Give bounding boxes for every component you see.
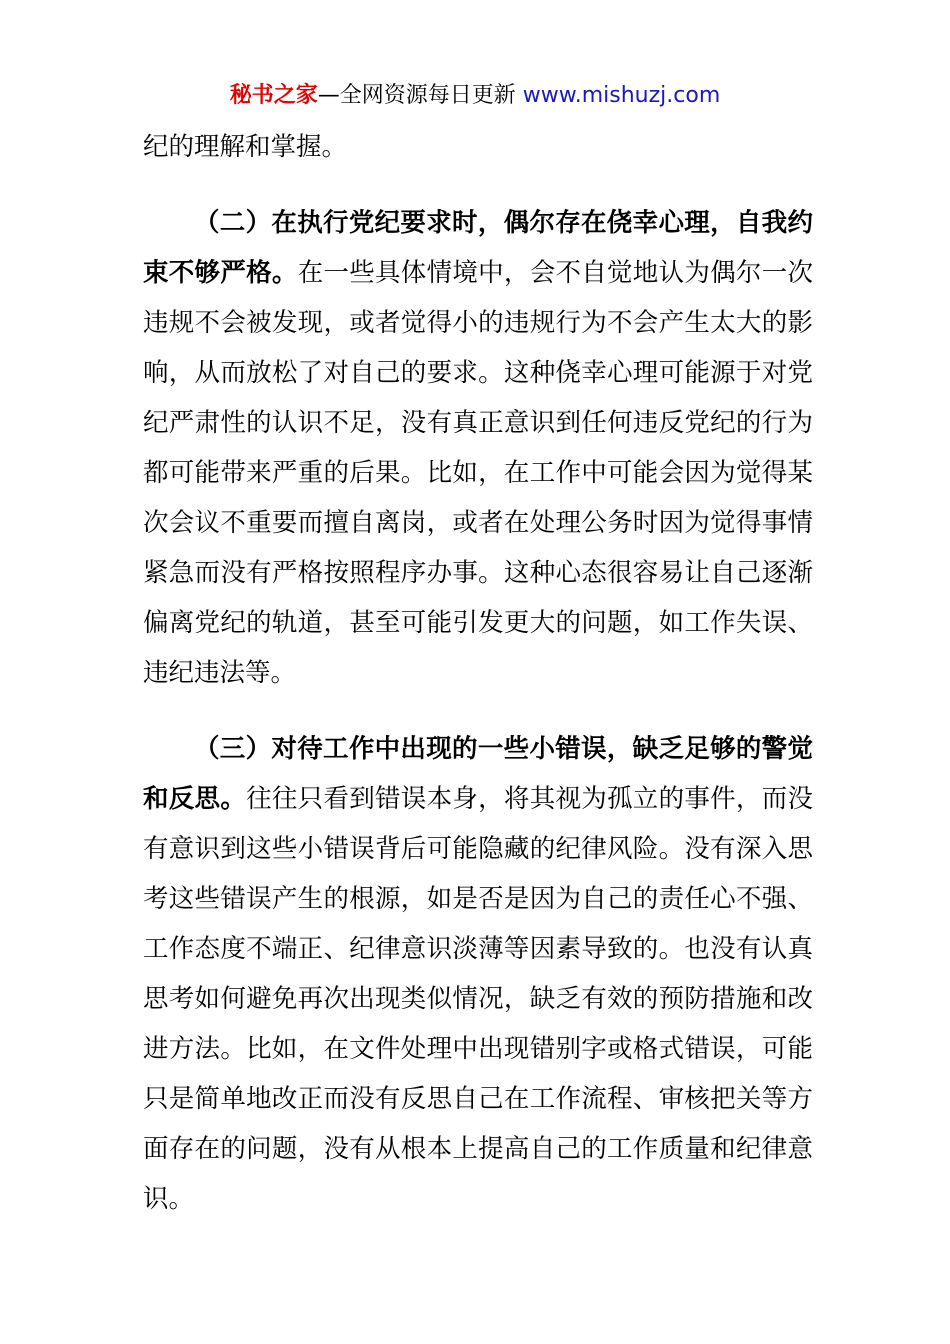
section-2-heading: （二）在执行党纪要求时，偶尔存在侥幸心理，自我约束不够严格。 [143, 208, 813, 288]
brand-name: 秘书之家 [229, 83, 318, 108]
paragraph-section-3 [143, 724, 813, 1224]
paragraph-spacer [143, 172, 813, 198]
document-body [143, 122, 813, 1224]
section-3-body: 往往只看到错误本身，将其视为孤立的事件，而没有意识到这些小错误背后可能隐藏的纪律风险。没有深入思考这些错误产生的根源，如是否是因为自己的责任心不强、工作态度不端正、纪律意识淡薄等因素导致的。也没有认真思考如何避免再次出现类似情况，缺乏有效的预防措施和改进方法。比如，在文件处理中出现错别字或格式错误，可能只是简单地改正而没有反思自己在工作流程、审核把关等方面存在的问题，没有从根本上提高自己的工作质量和纪律意识。 [143, 784, 813, 1214]
header-tagline: —全网资源每日更新 [317, 83, 523, 108]
paragraph-spacer [143, 698, 813, 724]
site-header [0, 80, 950, 112]
continuation-text: 纪的理解和掌握。 [143, 132, 348, 162]
section-3-heading: （三）对待工作中出现的一些小错误，缺乏足够的警觉和反思。 [143, 734, 813, 814]
paragraph-section-2 [143, 198, 813, 698]
section-2-body: 在一些具体情境中，会不自觉地认为偶尔一次违规不会被发现，或者觉得小的违规行为不会产生太大的影响，从而放松了对自己的要求。这种侥幸心理可能源于对党纪严肃性的认识不足，没有真正意识到任何违反党纪的行为都可能带来严重的后果。比如，在工作中可能会因为觉得某次会议不重要而擅自离岗，或者在处理公务时因为觉得事情紧急而没有严格按照程序办事。这种心态很容易让自己逐渐偏离党纪的轨道，甚至可能引发更大的问题，如工作失误、违纪违法等。 [143, 258, 813, 688]
site-url-link[interactable]: www.mishuzj.com [522, 83, 721, 108]
